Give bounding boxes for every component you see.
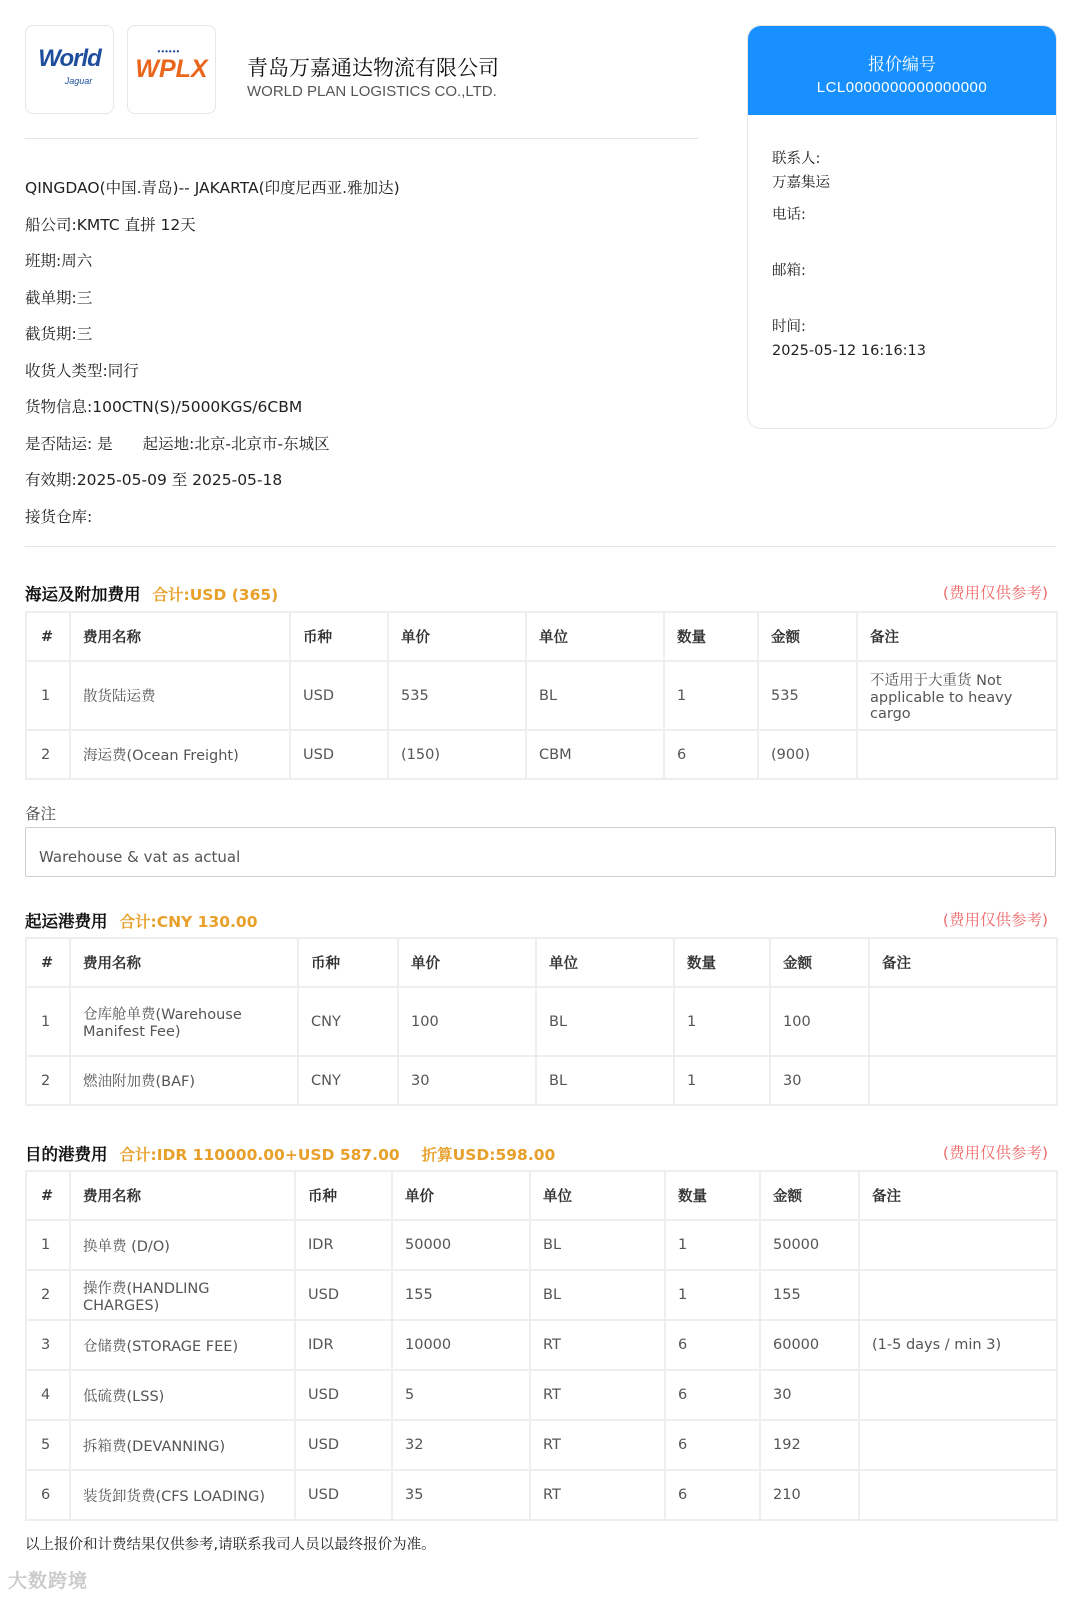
column-header-currency: 币种 xyxy=(298,938,398,987)
column-header-fee-name: 费用名称 xyxy=(70,612,290,661)
cell-fee-name: 燃油附加费(BAF) xyxy=(70,1056,298,1105)
contact-value: 万嘉集运 xyxy=(772,175,830,191)
cell-remark xyxy=(869,1056,1057,1105)
cell-currency: CNY xyxy=(298,1056,398,1105)
cargo-info: 货物信息:100CTN(S)/5000KGS/6CBM xyxy=(25,398,303,416)
dest-converted-total: 折算USD:598.00 xyxy=(421,1146,556,1164)
email-label: 邮箱: xyxy=(772,263,806,279)
cell-fee-name: 换单费 (D/O) xyxy=(70,1220,295,1270)
shipment-info xyxy=(25,170,400,535)
cell-remark xyxy=(859,1220,1057,1270)
cell-unit: BL xyxy=(526,661,664,730)
quote-card xyxy=(747,25,1057,429)
cell-fee-name: 拆箱费(DEVANNING) xyxy=(70,1420,295,1470)
table-row xyxy=(26,1220,1057,1270)
dest-section-header xyxy=(25,1141,1056,1167)
cell-unit: CBM xyxy=(526,730,664,779)
world-jaguar-logo: World Jaguar xyxy=(25,25,114,114)
cell-quantity: 1 xyxy=(664,661,758,730)
cell-currency: USD xyxy=(295,1370,392,1420)
cell-remark: (1-5 days / min 3) xyxy=(859,1320,1057,1370)
cell-index: 2 xyxy=(26,730,70,779)
cell-unit-price: 100 xyxy=(398,987,536,1056)
company-name-cn: 青岛万嘉通达物流有限公司 xyxy=(247,56,499,80)
column-header-remark: 备注 xyxy=(869,938,1057,987)
quote-title: 报价编号 xyxy=(868,55,936,75)
time-label: 时间: xyxy=(772,319,806,335)
info-divider xyxy=(25,546,1056,547)
column-header-currency: 币种 xyxy=(290,612,388,661)
column-header-fee-name: 费用名称 xyxy=(70,1171,295,1220)
cell-currency: IDR xyxy=(295,1220,392,1270)
column-header-quantity: 数量 xyxy=(674,938,770,987)
cell-currency: USD xyxy=(290,661,388,730)
cell-remark xyxy=(857,730,1057,779)
cell-amount: (900) xyxy=(758,730,857,779)
column-header-unit-price: 单价 xyxy=(392,1171,530,1220)
cell-remark xyxy=(859,1270,1057,1320)
remark-label: 备注 xyxy=(25,805,57,823)
table-row xyxy=(26,730,1057,779)
cell-quantity: 1 xyxy=(674,1056,770,1105)
table-row xyxy=(26,1420,1057,1470)
cell-currency: USD xyxy=(295,1270,392,1320)
cell-amount: 155 xyxy=(760,1270,859,1320)
cell-unit: BL xyxy=(536,1056,674,1105)
column-header-quantity: 数量 xyxy=(665,1171,760,1220)
ocean-section-header xyxy=(25,581,1056,607)
column-header-amount: 金额 xyxy=(760,1171,859,1220)
remark-box: Warehouse & vat as actual xyxy=(25,827,1056,877)
cell-amount: 210 xyxy=(760,1470,859,1520)
cell-remark xyxy=(859,1470,1057,1520)
cell-index: 4 xyxy=(26,1370,70,1420)
footer-disclaimer: 以上报价和计费结果仅供参考,请联系我司人员以最终报价为准。 xyxy=(25,1537,436,1553)
cell-quantity: 1 xyxy=(674,987,770,1056)
origin-section-title: 起运港费用 xyxy=(25,912,108,931)
cell-index: 5 xyxy=(26,1420,70,1470)
phone-label: 电话: xyxy=(772,207,806,223)
column-header-unit-price: 单价 xyxy=(388,612,526,661)
cell-unit-price: (150) xyxy=(388,730,526,779)
column-header-index: # xyxy=(26,1171,70,1220)
table-row xyxy=(26,661,1057,730)
cell-quantity: 6 xyxy=(664,730,758,779)
ocean-section-title: 海运及附加费用 xyxy=(25,585,141,604)
table-row xyxy=(26,1470,1057,1520)
column-header-index: # xyxy=(26,938,70,987)
table-header-row xyxy=(26,612,1057,661)
cell-unit-price: 32 xyxy=(392,1420,530,1470)
cell-unit-price: 5 xyxy=(392,1370,530,1420)
time-value: 2025-05-12 16:16:13 xyxy=(772,343,926,359)
cell-amount: 535 xyxy=(758,661,857,730)
cell-unit: BL xyxy=(530,1270,665,1320)
cell-fee-name: 装货卸货费(CFS LOADING) xyxy=(70,1470,295,1520)
cell-unit: BL xyxy=(536,987,674,1056)
cell-currency: IDR xyxy=(295,1320,392,1370)
cell-quantity: 6 xyxy=(665,1470,760,1520)
column-header-fee-name: 费用名称 xyxy=(70,938,298,987)
email-value xyxy=(772,283,1056,307)
cell-remark: 不适用于大重货 Not applicable to heavy cargo xyxy=(857,661,1057,730)
land-transport-line xyxy=(25,426,400,463)
land-transport: 是否陆运: 是 xyxy=(25,434,113,453)
cell-amount: 192 xyxy=(760,1420,859,1470)
cell-unit-price: 155 xyxy=(392,1270,530,1320)
column-header-currency: 币种 xyxy=(295,1171,392,1220)
cell-amount: 30 xyxy=(770,1056,869,1105)
cell-remark xyxy=(859,1420,1057,1470)
cell-fee-name: 仓库舱单费(Warehouse Manifest Fee) xyxy=(70,987,298,1056)
cutoff-cargo: 截货期:三 xyxy=(25,325,93,343)
cell-fee-name: 海运费(Ocean Freight) xyxy=(70,730,290,779)
column-header-amount: 金额 xyxy=(770,938,869,987)
cell-unit: RT xyxy=(530,1420,665,1470)
column-header-unit: 单位 xyxy=(536,938,674,987)
table-row xyxy=(26,1270,1057,1320)
route: QINGDAO(中国.青岛)-- JAKARTA(印度尼西亚.雅加达) xyxy=(25,179,400,197)
watermark: 大数跨境 xyxy=(8,1570,89,1592)
table-row xyxy=(26,1370,1057,1420)
origin-reference-note: (费用仅供参考) xyxy=(942,911,1048,929)
contact-label: 联系人: xyxy=(772,151,821,167)
cell-amount: 60000 xyxy=(760,1320,859,1370)
ocean-total: 合计:USD (365) xyxy=(152,586,279,604)
schedule: 班期:周六 xyxy=(25,252,93,270)
table-row xyxy=(26,1320,1057,1370)
cell-amount: 50000 xyxy=(760,1220,859,1270)
column-header-unit-price: 单价 xyxy=(398,938,536,987)
cell-fee-name: 仓储费(STORAGE FEE) xyxy=(70,1320,295,1370)
table-header-row xyxy=(26,938,1057,987)
cell-unit-price: 30 xyxy=(398,1056,536,1105)
cell-unit-price: 535 xyxy=(388,661,526,730)
cell-quantity: 1 xyxy=(665,1220,760,1270)
warehouse: 接货仓库: xyxy=(25,507,93,526)
table-row xyxy=(26,987,1057,1056)
origin-place: 起运地:北京-北京市-东城区 xyxy=(142,434,330,453)
column-header-remark: 备注 xyxy=(859,1171,1057,1220)
cell-index: 3 xyxy=(26,1320,70,1370)
column-header-unit: 单位 xyxy=(526,612,664,661)
cell-currency: CNY xyxy=(298,987,398,1056)
cell-quantity: 1 xyxy=(665,1270,760,1320)
cell-amount: 30 xyxy=(760,1370,859,1420)
cutoff-doc: 截单期:三 xyxy=(25,288,93,307)
cell-index: 1 xyxy=(26,661,70,730)
cell-fee-name: 低硫费(LSS) xyxy=(70,1370,295,1420)
table-header-row xyxy=(26,1171,1057,1220)
cell-unit-price: 10000 xyxy=(392,1320,530,1370)
cell-unit-price: 35 xyxy=(392,1470,530,1520)
cell-fee-name: 散货陆运费 xyxy=(70,661,290,730)
cell-unit-price: 50000 xyxy=(392,1220,530,1270)
origin-section-header xyxy=(25,908,1056,934)
cell-quantity: 6 xyxy=(665,1420,760,1470)
cell-unit: RT xyxy=(530,1320,665,1370)
phone-value xyxy=(772,227,1056,251)
cell-amount: 100 xyxy=(770,987,869,1056)
cell-quantity: 6 xyxy=(665,1320,760,1370)
cell-remark xyxy=(859,1370,1057,1420)
origin-total: 合计:CNY 130.00 xyxy=(119,913,258,931)
origin-fees-table xyxy=(25,937,1058,1106)
cell-quantity: 6 xyxy=(665,1370,760,1420)
quote-card-header xyxy=(748,26,1056,115)
cell-currency: USD xyxy=(295,1470,392,1520)
cell-currency: USD xyxy=(290,730,388,779)
cell-unit: RT xyxy=(530,1370,665,1420)
cell-index: 6 xyxy=(26,1470,70,1520)
column-header-index: # xyxy=(26,612,70,661)
cell-unit: RT xyxy=(530,1470,665,1520)
dest-fees-table xyxy=(25,1170,1058,1521)
column-header-unit: 单位 xyxy=(530,1171,665,1220)
consignee-type: 收货人类型:同行 xyxy=(25,361,139,380)
cell-index: 1 xyxy=(26,1220,70,1270)
dest-total: 合计:IDR 110000.00+USD 587.00 xyxy=(119,1146,400,1164)
table-row xyxy=(26,1056,1057,1105)
column-header-amount: 金额 xyxy=(758,612,857,661)
company-name-en: WORLD PLAN LOGISTICS CO.,LTD. xyxy=(247,83,497,100)
ocean-reference-note: (费用仅供参考) xyxy=(942,584,1048,602)
cell-fee-name: 操作费(HANDLING CHARGES) xyxy=(70,1270,295,1320)
cell-unit: BL xyxy=(530,1220,665,1270)
header-divider xyxy=(25,138,698,139)
cell-index: 1 xyxy=(26,987,70,1056)
cell-index: 2 xyxy=(26,1270,70,1320)
cell-currency: USD xyxy=(295,1420,392,1470)
ocean-fees-table xyxy=(25,611,1058,780)
dest-reference-note: (费用仅供参考) xyxy=(942,1144,1048,1162)
dest-section-title: 目的港费用 xyxy=(25,1145,108,1164)
cell-index: 2 xyxy=(26,1056,70,1105)
quote-number: LCL0000000000000000 xyxy=(816,79,988,96)
cell-remark xyxy=(869,987,1057,1056)
column-header-remark: 备注 xyxy=(857,612,1057,661)
validity: 有效期:2025-05-09 至 2025-05-18 xyxy=(25,471,283,489)
wplx-logo: •••••• WPLX xyxy=(127,25,216,114)
column-header-quantity: 数量 xyxy=(664,612,758,661)
carrier: 船公司:KMTC 直拼 12天 xyxy=(25,215,196,234)
